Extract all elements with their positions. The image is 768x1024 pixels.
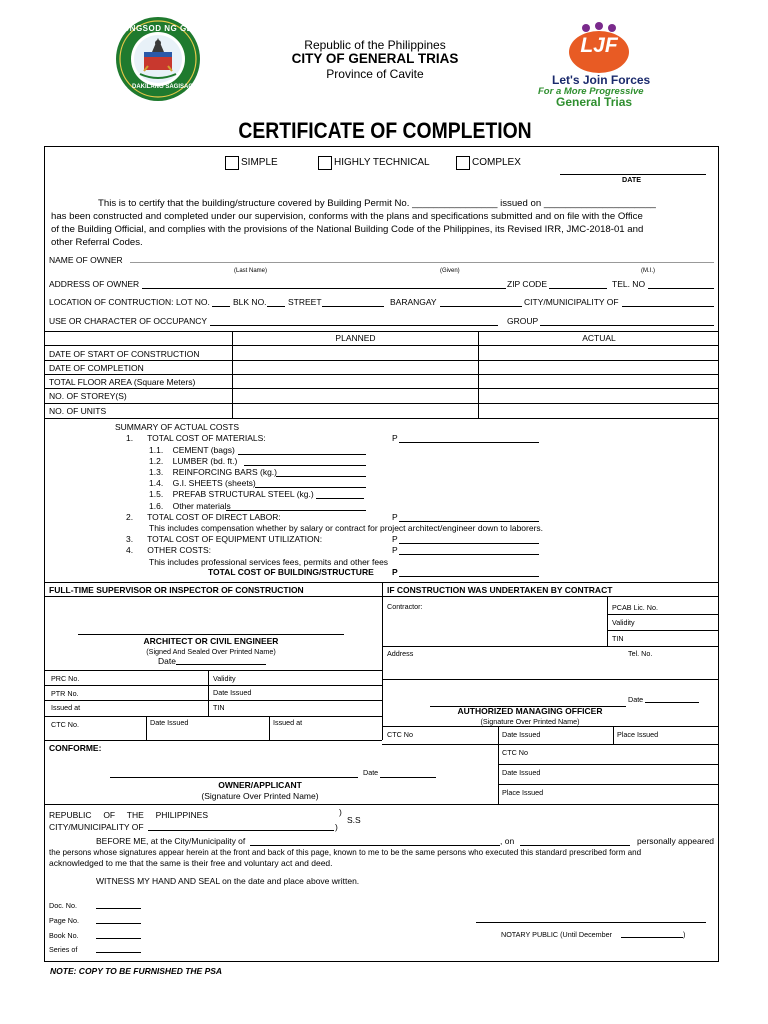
- highly-technical-checkbox[interactable]: [318, 156, 332, 170]
- conforme-date-label: Date: [363, 768, 379, 777]
- row-start-construction: DATE OF START OF CONSTRUCTION: [49, 349, 200, 359]
- owner-applicant-title: OWNER/APPLICANT: [218, 780, 302, 790]
- notary-bracket-1: ): [339, 807, 342, 817]
- notary-appeared: personally appeared: [637, 836, 715, 846]
- prc-label: PRC No.: [51, 674, 80, 683]
- cost-materials: 1. TOTAL COST OF MATERIALS:: [126, 433, 266, 443]
- pcab-label: PCAB Lic. No.: [612, 603, 658, 612]
- row-date-completion: DATE OF COMPLETION: [49, 363, 144, 373]
- footer-note: NOTE: COPY TO BE FURNISHED THE PSA: [50, 966, 223, 976]
- row-floor-area: TOTAL FLOOR AREA (Square Meters): [49, 377, 196, 387]
- issued-at-label: Issued at: [51, 703, 81, 712]
- cost-cement: 1.1. CEMENT (bags): [149, 445, 235, 455]
- notary-on-line[interactable]: [520, 845, 630, 846]
- given-name-caption: (Given): [440, 268, 460, 274]
- notary-on: , on: [500, 836, 515, 846]
- officer-title: AUTHORIZED MANAGING OFFICER: [457, 706, 603, 716]
- owner-signature-line[interactable]: [110, 777, 358, 778]
- officer-place-issued-label: Place Issued: [617, 730, 659, 739]
- highly-technical-label: HIGHLY TECHNICAL: [334, 157, 430, 168]
- mi-caption: (M.I.): [641, 268, 655, 274]
- barangay-label: BARANGAY: [390, 297, 437, 307]
- cost-other-materials: 1.6. Other materials: [149, 501, 231, 511]
- barangay-line[interactable]: [440, 306, 522, 307]
- series-label: Series of: [49, 945, 78, 954]
- notary-city-label: CITY/MUNICIPALITY OF: [49, 822, 144, 832]
- engineer-signature-line[interactable]: [78, 634, 344, 635]
- city-municipality-line[interactable]: [622, 306, 714, 307]
- location-label: LOCATION OF CONTRUCTION:: [49, 297, 174, 307]
- lot-label: LOT NO.: [176, 297, 210, 307]
- supervisor-ctc-date-label: Date Issued: [150, 718, 189, 727]
- notary-before-3: acknowledged to me that the same is their free and voluntary act and deed.: [49, 858, 333, 868]
- seal-top-text: LUNGSOD NG GENERAL TRIAS: [118, 24, 252, 33]
- conforme-heading: CONFORME:: [49, 743, 102, 753]
- owner-name-label: NAME OF OWNER: [49, 255, 123, 265]
- use-label: USE OR CHARACTER OF OCCUPANCY: [49, 316, 208, 326]
- cost-prefab-steel: 1.5. PREFAB STRUCTURAL STEEL (kg.): [149, 489, 314, 499]
- street-line[interactable]: [322, 306, 384, 307]
- page-no-line[interactable]: [96, 923, 141, 924]
- other-costs-note: This includes professional services fees, permits and other fees: [149, 557, 389, 567]
- prc-validity-label: Validity: [213, 674, 236, 683]
- contract-tel-label: Tel. No.: [628, 649, 653, 658]
- owner-name-line[interactable]: [130, 262, 714, 263]
- supervisor-ctc-label: CTC No.: [51, 720, 79, 729]
- series-line[interactable]: [96, 952, 141, 953]
- contract-date-line[interactable]: [645, 702, 699, 703]
- owner-applicant-subtitle: (Signature Over Printed Name): [201, 791, 319, 801]
- seal-bottom-text: DAKILANG SAGISAG: [132, 84, 194, 90]
- zip-label: ZIP CODE: [507, 279, 547, 289]
- document-title: CERTIFICATE OF COMPLETION: [238, 118, 532, 143]
- book-no-label: Book No.: [49, 931, 79, 940]
- conforme-date-issued-label: Date Issued: [502, 768, 541, 777]
- group-line[interactable]: [540, 325, 714, 326]
- complex-checkbox[interactable]: [456, 156, 470, 170]
- tagline-line1: Let's Join Forces: [552, 73, 651, 87]
- costs-title: SUMMARY OF ACTUAL COSTS: [115, 422, 240, 432]
- republic-text: Republic of the Philippines: [304, 38, 446, 52]
- total-cost-label: TOTAL COST OF BUILDING/STRUCTURE: [208, 567, 374, 577]
- tagline-line2: For a More Progressive: [538, 86, 644, 97]
- notary-ss: S.S: [347, 815, 361, 825]
- page-no-label: Page No.: [49, 916, 79, 925]
- contract-address-label: Address: [387, 649, 414, 658]
- contract-date-label: Date: [628, 695, 644, 704]
- engineer-date-line[interactable]: [176, 664, 266, 665]
- planned-header: PLANNED: [335, 333, 376, 343]
- simple-label: SIMPLE: [241, 157, 278, 168]
- engineer-date-label: Date: [158, 656, 176, 666]
- simple-checkbox[interactable]: [225, 156, 239, 170]
- row-storeys: NO. OF STOREY(S): [49, 391, 127, 401]
- certify-line-1: This is to certify that the building/structure covered by Building Permit No. ________________ issued on _____________________: [98, 198, 656, 209]
- officer-subtitle: (Signature Over Printed Name): [480, 717, 580, 726]
- contractor-label: Contractor:: [387, 602, 423, 611]
- notary-public-label: NOTARY PUBLIC (Until December: [501, 930, 613, 939]
- contract-tin-label: TIN: [612, 634, 624, 643]
- contract-heading: IF CONSTRUCTION WAS UNDERTAKEN BY CONTRACT: [387, 585, 613, 595]
- city-municipality-label: CITY/MUNICIPALITY OF: [524, 297, 619, 307]
- notary-close-paren: ): [683, 930, 686, 939]
- city-name: CITY OF GENERAL TRIAS: [291, 51, 459, 66]
- engineer-subtitle: (Signed And Sealed Over Printed Name): [146, 647, 276, 656]
- peso-labor: P: [392, 512, 398, 522]
- ptr-date-issued-label: Date Issued: [213, 688, 252, 697]
- supervisor-heading: FULL-TIME SUPERVISOR OR INSPECTOR OF CONSTRUCTION: [49, 585, 304, 595]
- cost-equipment: 3. TOTAL COST OF EQUIPMENT UTILIZATION:: [126, 534, 323, 544]
- tin-label: TIN: [213, 703, 225, 712]
- date-label: DATE: [622, 175, 642, 184]
- last-name-caption: (Last Name): [234, 268, 268, 274]
- pcab-validity-label: Validity: [612, 618, 635, 627]
- cost-direct-labor: 2. TOTAL COST OF DIRECT LABOR:: [126, 512, 281, 522]
- notary-witness: WITNESS MY HAND AND SEAL on the date and place above written.: [96, 876, 360, 886]
- tagline-line3: [556, 95, 632, 109]
- blk-label: BLK NO.: [233, 297, 267, 307]
- doc-no-label: Doc. No.: [49, 901, 77, 910]
- group-label: GROUP: [507, 316, 539, 326]
- tel-line[interactable]: [648, 288, 714, 289]
- notary-before-city-line[interactable]: [250, 845, 500, 846]
- peso-materials: P: [392, 433, 398, 443]
- peso-total: P: [392, 567, 398, 577]
- tel-label: TEL. NO: [612, 279, 646, 289]
- book-no-line[interactable]: [96, 938, 141, 939]
- street-label: STREET: [288, 297, 322, 307]
- blk-line[interactable]: [267, 306, 285, 307]
- ptr-label: PTR No.: [51, 689, 79, 698]
- certify-line-3: of the Building Official, and complies with the provisions of the National Building Code of the Philippines, its Revised IRR, JMC-2018-01 and: [51, 224, 644, 235]
- cost-rebars: 1.3. REINFORCING BARS (kg.): [149, 467, 277, 477]
- notary-bracket-2: ): [335, 822, 338, 832]
- peso-equipment: P: [392, 534, 398, 544]
- owner-address-label: ADDRESS OF OWNER: [49, 279, 140, 289]
- doc-no-line[interactable]: [96, 908, 141, 909]
- engineer-title: ARCHITECT OR CIVIL ENGINEER: [143, 636, 279, 646]
- use-line[interactable]: [210, 325, 498, 326]
- conforme-place-issued-label: Place Issued: [502, 788, 544, 797]
- notary-before-2: the persons whose signatures appear herein at the front and back of this page, known to me to be the same persons who executed this standard prescribed form and: [49, 848, 642, 857]
- conforme-date-line[interactable]: [380, 777, 436, 778]
- labor-note: This includes compensation whether by salary or contract for project architect/engineer down to laborers.: [149, 523, 544, 533]
- notary-until-line[interactable]: [621, 937, 683, 938]
- conforme-ctc-label: CTC No: [502, 748, 528, 757]
- ljf-logo-text: LJF: [580, 34, 618, 57]
- cost-other: 4. OTHER COSTS:: [126, 545, 212, 555]
- tagline-line3-text: General Trias: [556, 95, 633, 109]
- officer-date-issued-label: Date Issued: [502, 730, 541, 739]
- cost-gi-sheets: 1.4. G.I. SHEETS (sheets): [149, 478, 256, 488]
- cost-lumber: 1.2. LUMBER (bd. ft.): [149, 456, 238, 466]
- owner-address-line[interactable]: [142, 288, 506, 289]
- lot-line[interactable]: [212, 306, 230, 307]
- province-text: Province of Cavite: [326, 67, 424, 81]
- complex-label: COMPLEX: [472, 157, 521, 168]
- certify-line-4: other Referral Codes.: [51, 237, 143, 248]
- notary-before-1: BEFORE ME, at the City/Municipality of: [96, 836, 246, 846]
- peso-other: P: [392, 545, 398, 555]
- row-units: NO. OF UNITS: [49, 406, 107, 416]
- actual-header: ACTUAL: [582, 333, 616, 343]
- officer-ctc-label: CTC No: [387, 730, 413, 739]
- notary-signature-line[interactable]: [476, 922, 706, 923]
- zip-line[interactable]: [549, 288, 607, 289]
- certify-line-2: has been constructed and completed under our supervision, conforms with the plans and specifications submitted and on file with the Office: [51, 211, 643, 222]
- notary-city-line[interactable]: [148, 830, 334, 831]
- supervisor-ctc-at-label: Issued at: [273, 718, 303, 727]
- notary-republic: REPUBLIC OF THE PHILIPPINES: [49, 810, 209, 820]
